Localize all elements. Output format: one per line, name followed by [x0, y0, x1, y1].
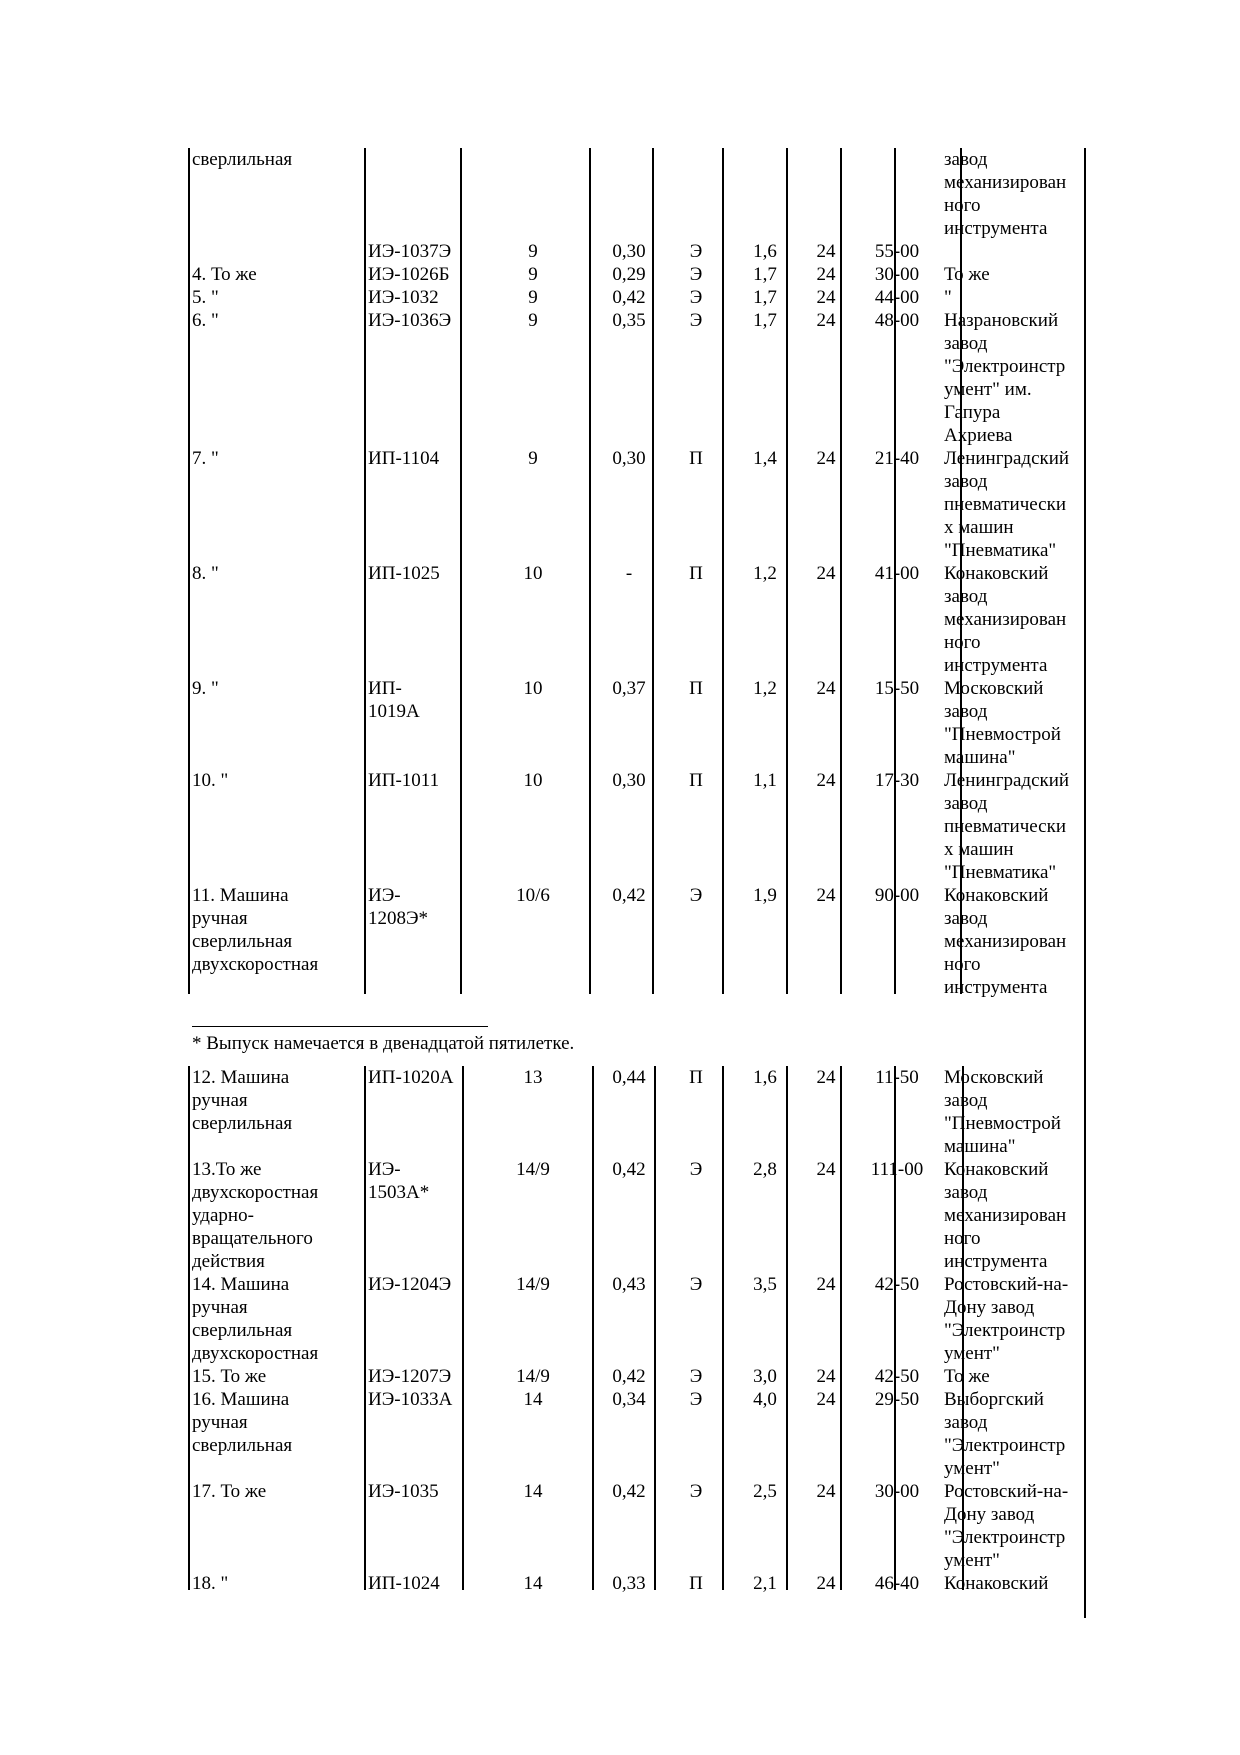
- model-cell: ИЭ-1033А: [368, 1389, 453, 1410]
- power-cell: 0,35: [612, 310, 646, 331]
- price-cell: 46-40: [874, 1573, 920, 1594]
- model-cell: ИЭ- 1208Э*: [368, 885, 429, 929]
- diameter-cell: 9: [528, 287, 538, 308]
- name-cell: 4. То же: [192, 264, 257, 285]
- power-cell: 0,34: [612, 1389, 646, 1410]
- warranty-cell: 24: [816, 264, 836, 285]
- name-cell: 17. То же: [192, 1481, 267, 1502]
- model-cell: ИЭ-1207Э: [368, 1366, 452, 1387]
- manufacturer-cell: Ростовский-на- Дону завод "Электроинстр умент": [944, 1274, 1069, 1364]
- price-cell: 55-00: [874, 241, 920, 262]
- warranty-cell: 24: [816, 1274, 836, 1295]
- mass-cell: 1,6: [753, 241, 777, 262]
- warranty-cell: 24: [816, 678, 836, 699]
- drive-cell: П: [689, 1573, 703, 1594]
- diameter-cell: 14/9: [516, 1274, 550, 1295]
- diameter-cell: 9: [528, 241, 538, 262]
- mass-cell: 1,7: [753, 310, 777, 331]
- price-cell: 111-00: [870, 1159, 924, 1180]
- mass-cell: 1,7: [753, 264, 777, 285]
- table-row: [188, 309, 1086, 447]
- table-row: [188, 1158, 1086, 1273]
- warranty-cell: 24: [816, 1389, 836, 1410]
- mass-cell: 1,7: [753, 287, 777, 308]
- mass-cell: 2,5: [753, 1481, 777, 1502]
- mass-cell: 3,0: [753, 1366, 777, 1387]
- diameter-cell: 14: [523, 1481, 543, 1502]
- price-cell: 21-40: [874, 448, 920, 469]
- power-cell: 0,42: [612, 1159, 646, 1180]
- model-cell: ИП-1024: [368, 1573, 440, 1594]
- diameter-cell: 13: [523, 1067, 543, 1088]
- power-cell: 0,44: [612, 1067, 646, 1088]
- manufacturer-cell: Московский завод "Пневмострой машина": [944, 1067, 1061, 1157]
- manufacturer-cell: То же: [944, 1366, 990, 1387]
- manufacturer-cell: То же: [944, 264, 990, 285]
- drive-cell: П: [689, 678, 703, 699]
- name-cell: 18. ": [192, 1573, 229, 1594]
- warranty-cell: 24: [816, 885, 836, 906]
- drive-cell: Э: [689, 264, 703, 285]
- model-cell: ИЭ-1204Э: [368, 1274, 452, 1295]
- manufacturer-cell: Ленинградский завод пневматически х машин "Пневматика": [944, 448, 1070, 561]
- diameter-cell: 9: [528, 310, 538, 331]
- name-cell: 7. ": [192, 448, 219, 469]
- diameter-cell: 10/6: [516, 885, 550, 906]
- model-cell: ИП- 1019А: [368, 678, 420, 722]
- mass-cell: 1,6: [753, 1067, 777, 1088]
- manufacturer-cell: Конаковский завод механизирован ного инструмента: [944, 885, 1067, 998]
- warranty-cell: 24: [816, 770, 836, 791]
- warranty-cell: 24: [816, 563, 836, 584]
- manufacturer-cell: Ростовский-на- Дону завод "Электроинстр умент": [944, 1481, 1069, 1571]
- manufacturer-cell: Конаковский завод механизирован ного инструмента: [944, 1159, 1067, 1272]
- power-cell: 0,33: [612, 1573, 646, 1594]
- diameter-cell: 10: [523, 770, 543, 791]
- price-cell: 11-50: [875, 1067, 919, 1088]
- model-cell: ИЭ-1026Б: [368, 264, 450, 285]
- power-cell: 0,30: [612, 241, 646, 262]
- warranty-cell: 24: [816, 448, 836, 469]
- diameter-cell: 9: [528, 448, 538, 469]
- diameter-cell: 10: [523, 563, 543, 584]
- diameter-cell: 14: [523, 1389, 543, 1410]
- price-cell: 29-50: [874, 1389, 920, 1410]
- drive-cell: Э: [689, 1274, 703, 1295]
- mass-cell: 1,2: [753, 678, 777, 699]
- mass-cell: 1,9: [753, 885, 777, 906]
- model-cell: ИЭ-1032: [368, 287, 439, 308]
- drive-cell: Э: [689, 1481, 703, 1502]
- manufacturer-cell: ": [944, 287, 952, 308]
- table-row: [188, 1480, 1086, 1572]
- manufacturer-cell: Выборгский завод "Электроинстр умент": [944, 1389, 1066, 1479]
- diameter-cell: 9: [528, 264, 538, 285]
- manufacturer-cell: Московский завод "Пневмострой машина": [944, 678, 1061, 768]
- footnote: * Выпуск намечается в двенадцатой пятилетке.: [192, 1033, 575, 1054]
- name-cell: 11. Машина ручная сверлильная двухскоростная: [192, 885, 319, 975]
- model-cell: ИП-1104: [368, 448, 440, 469]
- drive-cell: П: [689, 563, 703, 584]
- model-cell: ИП-1025: [368, 563, 440, 584]
- drive-cell: П: [689, 1067, 703, 1088]
- power-cell: 0,42: [612, 1481, 646, 1502]
- drive-cell: Э: [689, 310, 703, 331]
- manufacturer-cell: Ленинградский завод пневматически х машин "Пневматика": [944, 770, 1070, 883]
- price-cell: 90-00: [874, 885, 920, 906]
- warranty-cell: 24: [816, 1573, 836, 1594]
- model-cell: ИП-1020А: [368, 1067, 454, 1088]
- price-cell: 30-00: [874, 264, 920, 285]
- price-cell: 48-00: [874, 310, 920, 331]
- model-cell: ИП-1011: [368, 770, 440, 791]
- name-cell: 9. ": [192, 678, 219, 699]
- table-row: [188, 769, 1086, 884]
- name-cell: 16. Машина ручная сверлильная: [192, 1389, 293, 1456]
- table-row: [188, 286, 1086, 309]
- power-cell: 0,43: [612, 1274, 646, 1295]
- manufacturer-cell: завод механизирован ного инструмента: [944, 149, 1067, 239]
- model-cell: ИЭ-1037Э: [368, 241, 452, 262]
- mass-cell: 2,8: [753, 1159, 777, 1180]
- drive-cell: П: [689, 770, 703, 791]
- name-cell: 5. ": [192, 287, 219, 308]
- manufacturer-cell: Конаковский: [944, 1573, 1049, 1594]
- mass-cell: 1,4: [753, 448, 777, 469]
- power-cell: -: [625, 563, 633, 584]
- warranty-cell: 24: [816, 310, 836, 331]
- table-row: [188, 562, 1086, 677]
- price-cell: 30-00: [874, 1481, 920, 1502]
- power-cell: 0,30: [612, 770, 646, 791]
- warranty-cell: 24: [816, 241, 836, 262]
- name-cell: сверлильная: [192, 149, 293, 170]
- table-row: [188, 1572, 1086, 1595]
- drive-cell: Э: [689, 885, 703, 906]
- power-cell: 0,30: [612, 448, 646, 469]
- name-cell: 12. Машина ручная сверлильная: [192, 1067, 293, 1134]
- power-cell: 0,42: [612, 885, 646, 906]
- power-cell: 0,37: [612, 678, 646, 699]
- mass-cell: 1,1: [753, 770, 777, 791]
- power-cell: 0,29: [612, 264, 646, 285]
- warranty-cell: 24: [816, 1159, 836, 1180]
- model-cell: ИЭ- 1503А*: [368, 1159, 430, 1203]
- price-cell: 41-00: [874, 563, 920, 584]
- drive-cell: Э: [689, 241, 703, 262]
- mass-cell: 4,0: [753, 1389, 777, 1410]
- price-cell: 15-50: [874, 678, 920, 699]
- price-cell: 42-50: [874, 1274, 920, 1295]
- drive-cell: Э: [689, 1159, 703, 1180]
- table-row: [188, 1388, 1086, 1480]
- diameter-cell: 14/9: [516, 1159, 550, 1180]
- name-cell: 14. Машина ручная сверлильная двухскоростная: [192, 1274, 319, 1364]
- name-cell: 8. ": [192, 563, 219, 584]
- footnote-divider: [192, 1026, 488, 1027]
- table-top: [188, 148, 1086, 998]
- table-row: [188, 884, 1086, 999]
- table-row: [188, 677, 1086, 769]
- name-cell: 13.То же двухскоростная ударно- вращательного действия: [192, 1159, 319, 1272]
- mass-cell: 2,1: [753, 1573, 777, 1594]
- diameter-cell: 14/9: [516, 1366, 550, 1387]
- table-row: [188, 1365, 1086, 1388]
- drive-cell: Э: [689, 1366, 703, 1387]
- warranty-cell: 24: [816, 1366, 836, 1387]
- table-row: [188, 148, 1086, 240]
- table-row: [188, 240, 1086, 263]
- price-cell: 44-00: [874, 287, 920, 308]
- table-row: [188, 447, 1086, 562]
- warranty-cell: 24: [816, 1481, 836, 1502]
- mass-cell: 3,5: [753, 1274, 777, 1295]
- power-cell: 0,42: [612, 1366, 646, 1387]
- price-cell: 42-50: [874, 1366, 920, 1387]
- table-bottom: [188, 1066, 1086, 1594]
- drive-cell: П: [689, 448, 703, 469]
- manufacturer-cell: Назрановский завод "Электроинстр умент" им. Гапура Ахриева: [944, 310, 1066, 446]
- drive-cell: Э: [689, 287, 703, 308]
- manufacturer-cell: Конаковский завод механизирован ного инструмента: [944, 563, 1067, 676]
- power-cell: 0,42: [612, 287, 646, 308]
- model-cell: ИЭ-1035: [368, 1481, 439, 1502]
- name-cell: 6. ": [192, 310, 219, 331]
- mass-cell: 1,2: [753, 563, 777, 584]
- name-cell: 10. ": [192, 770, 229, 791]
- diameter-cell: 14: [523, 1573, 543, 1594]
- price-cell: 17-30: [874, 770, 920, 791]
- name-cell: 15. То же: [192, 1366, 267, 1387]
- warranty-cell: 24: [816, 1067, 836, 1088]
- table-row: [188, 1273, 1086, 1365]
- warranty-cell: 24: [816, 287, 836, 308]
- table-row: [188, 263, 1086, 286]
- model-cell: ИЭ-1036Э: [368, 310, 452, 331]
- table-row: [188, 1066, 1086, 1158]
- diameter-cell: 10: [523, 678, 543, 699]
- drive-cell: Э: [689, 1389, 703, 1410]
